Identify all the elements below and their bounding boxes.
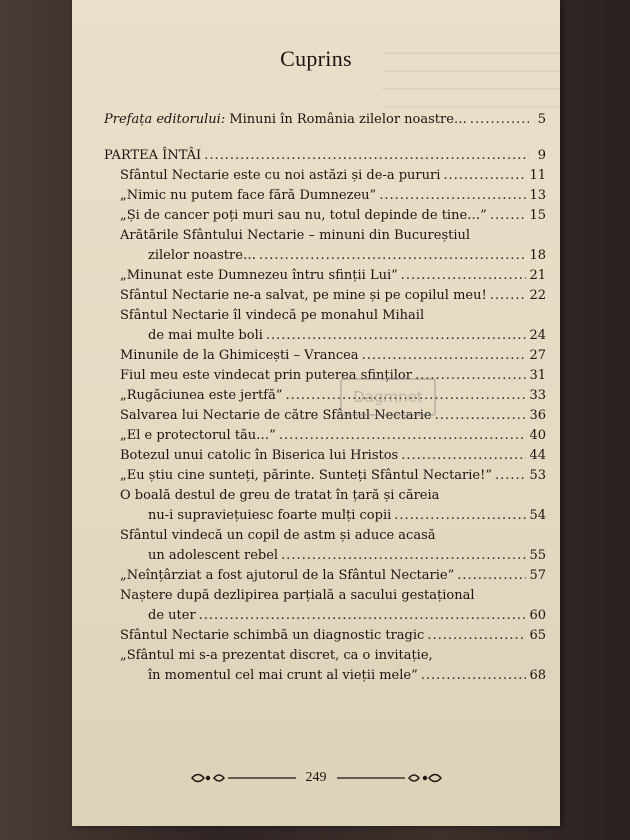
toc-entry-title: „Rugăciunea este jertfă” [120,388,283,403]
toc-entry [104,666,546,686]
left-ornament-icon [188,770,298,786]
toc-entry-title: Arătările Sfântului Nectarie – minuni din Bucureștiul [120,228,471,243]
dot-leader [470,110,529,130]
toc-entry-title: „El e protectorul tău…” [120,428,276,443]
toc-entry-emphasis: Prefața editorului: [104,112,226,127]
toc-entry-title: un adolescent rebel [148,548,279,563]
toc-page-number: 22 [529,288,546,303]
toc-page-number: 68 [529,668,546,683]
toc-page-number: 24 [529,328,546,343]
toc-entry [104,110,546,130]
toc-entry [104,166,546,186]
toc-entry [104,426,546,446]
watermark-logo: Dagmnet [340,378,436,416]
toc-entry-title: de mai multe boli [148,328,263,343]
dot-leader [199,606,527,626]
toc-entry-title: în momentul cel mai crunt al vieții mele” [148,668,418,683]
toc-entry-title: „Sfântul mi s-a prezentat discret, ca o invitație, [120,648,433,663]
toc-entry [104,206,546,226]
toc-entry-continued [104,526,546,546]
toc-page-number: 21 [529,268,546,283]
toc-page-number: 31 [529,368,546,383]
dot-leader [279,426,527,446]
toc-page-number: 18 [529,248,546,263]
toc-entry [104,626,546,646]
toc-page-number: 65 [529,628,546,643]
toc-page-number: 60 [529,608,546,623]
dot-leader [435,406,527,426]
toc-entry [104,366,546,386]
toc-entry [104,246,546,266]
dot-leader [394,506,526,526]
toc-entry [104,506,546,526]
toc-page-number: 15 [529,208,546,223]
toc-entry-continued [104,646,546,666]
toc-page-number: 54 [529,508,546,523]
toc-page-number: 40 [529,428,546,443]
toc-entry [104,606,546,626]
toc-entry-title: PARTEA ÎNTÂI [104,148,202,163]
page-number: 249 [305,770,327,785]
toc-entry-title: Minunile de la Ghimicești – Vrancea [120,348,359,363]
toc-entry-title: Fiul meu este vindecat prin puterea sfinților [120,368,412,383]
toc-page-number: 55 [529,548,546,563]
dot-leader [457,566,526,586]
toc-entry [104,386,546,406]
toc-page-number: 44 [529,448,546,463]
toc-entry-title: „Eu știu cine sunteți, părinte. Sunteți Sfântul Nectarie!” [120,468,492,483]
toc-entry-title: Sfântul vindecă un copil de astm și aduce acasă [120,528,436,543]
toc-entry [104,566,546,586]
toc-page-number: 27 [529,348,546,363]
toc-entry [104,406,546,426]
toc-page-number: 33 [529,388,546,403]
toc-entry [104,286,546,306]
toc-entry-title: „Nimic nu putem face fără Dumnezeu” [120,188,377,203]
toc-entry [104,466,546,486]
toc-entry-title: „Și de cancer poți muri sau nu, totul depinde de tine…” [120,208,487,223]
toc-part-heading [104,146,546,166]
dot-leader [495,466,526,486]
dot-leader [281,546,526,566]
dot-leader [401,446,526,466]
toc-entry-continued [104,586,546,606]
toc-entry-title: de uter [148,608,196,623]
toc-entry-continued [104,226,546,246]
toc-page-number: 57 [529,568,546,583]
toc-entry [104,266,546,286]
toc-entry-title: zilelor noastre… [148,248,256,263]
toc-entry-title: Minuni în România zilelor noastre… [225,112,467,127]
page-title: Cuprins [280,46,352,71]
toc-entry-title: Sfântul Nectarie schimbă un diagnostic tragic [120,628,425,643]
toc-page-number: 36 [529,408,546,423]
toc-entry-continued [104,486,546,506]
toc-entry-title: Salvarea lui Nectarie de către Sfântul Nectarie [120,408,432,423]
dot-leader [401,266,527,286]
dot-leader [421,666,527,686]
toc-entry-title: nu-i supraviețuiesc foarte mulți copii [148,508,392,523]
toc-page-number: 11 [529,168,546,183]
right-ornament-icon [335,770,445,786]
toc-entry-title: „Neînțârziat a fost ajutorul de la Sfântul Nectarie” [120,568,455,583]
toc-entry [104,326,546,346]
toc-page-number: 5 [537,112,546,127]
book-page [72,0,560,826]
dot-leader [259,246,527,266]
dot-leader [379,186,526,206]
page-footer [72,768,560,788]
toc-entry-title: O boală destul de greu de tratat în țară și căreia [120,488,440,503]
toc-entry-title: Botezul unui catolic în Biserica lui Hristos [120,448,399,463]
toc-entry-title: Naștere după dezlipirea parțială a sacului gestațional [120,588,475,603]
toc-entry-title: Sfântul Nectarie îl vindecă pe monahul Mihail [120,308,425,323]
toc-page-number: 9 [537,148,546,163]
dot-leader [362,346,527,366]
dot-leader [490,286,527,306]
toc-entry [104,446,546,466]
dot-leader [443,166,526,186]
toc-entry [104,346,546,366]
toc-page-number: 13 [529,188,546,203]
toc-entry-title: Sfântul Nectarie ne-a salvat, pe mine și pe copilul meu! [120,288,487,303]
table-of-contents [104,110,546,686]
toc-entry-continued [104,306,546,326]
dot-leader [490,206,527,226]
dot-leader [427,626,526,646]
toc-entry-title: Sfântul Nectarie este cu noi astăzi și de-a pururi [120,168,441,183]
toc-entry [104,546,546,566]
dot-leader [204,146,529,166]
toc-entry-title: „Minunat este Dumnezeu întru sfinții Lui” [120,268,398,283]
toc-page-number: 53 [529,468,546,483]
dot-leader [266,326,527,346]
toc-entry [104,186,546,206]
